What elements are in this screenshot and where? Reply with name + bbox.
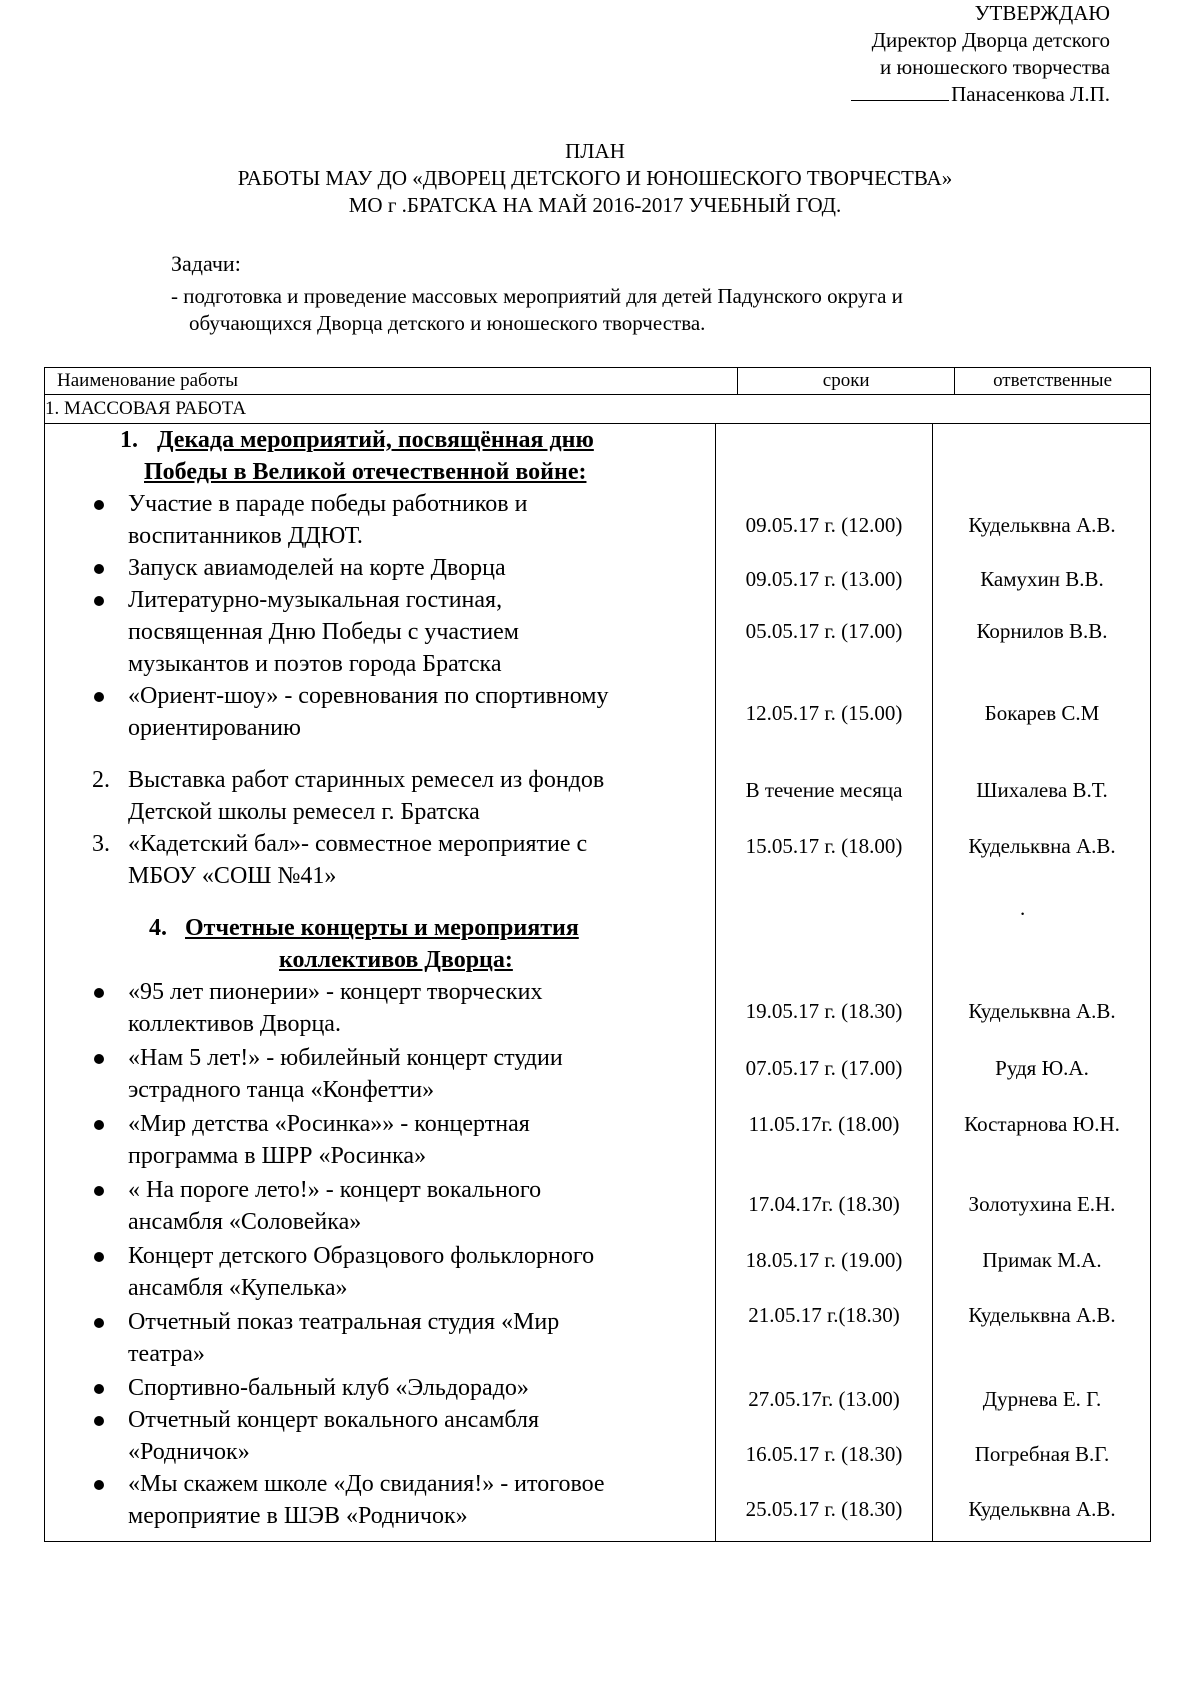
item-responsible: Кудельквна А.В. bbox=[968, 834, 1116, 858]
header-responsible: ответственные bbox=[955, 368, 1151, 395]
item-text-line: Спортивно-бальный клуб «Эльдорадо» bbox=[128, 1375, 529, 1401]
bullet-icon bbox=[94, 564, 104, 574]
task-item-line1: - подготовка и проведение массовых мероприятий для детей Падунского округа и bbox=[171, 284, 903, 308]
item-term: 09.05.17 г. (12.00) bbox=[745, 513, 903, 537]
item-term: 18.05.17 г. (19.00) bbox=[745, 1248, 903, 1272]
section-row bbox=[45, 395, 1151, 424]
item-text-line: программа в ШРР «Росинка» bbox=[128, 1143, 427, 1169]
item-text-line: ориентированию bbox=[128, 715, 301, 741]
item-text-line: Литературно-музыкальная гостиная, bbox=[128, 587, 503, 613]
item-text-line: Отчетный показ театральная студия «Мир bbox=[128, 1309, 560, 1335]
bullet-icon bbox=[94, 1480, 104, 1490]
item-text-line: «Ориент-шоу» - соревнования по спортивному bbox=[128, 683, 609, 709]
item-text-line: театра» bbox=[128, 1341, 205, 1367]
title-line1: ПЛАН bbox=[565, 139, 625, 163]
section-title: 1. МАССОВАЯ РАБОТА bbox=[45, 395, 1151, 424]
item-responsible: Погребная В.Г. bbox=[974, 1442, 1110, 1466]
item-text-line: «Мы скажем школе «До свидания!» - итоговое bbox=[128, 1471, 605, 1497]
bullet-icon bbox=[94, 1054, 104, 1064]
approval-signature bbox=[690, 81, 1110, 108]
item-text-line: Детской школы ремесел г. Братска bbox=[128, 799, 480, 825]
item-text-line: Запуск авиамоделей на корте Дворца bbox=[128, 555, 506, 581]
block4-number: 4. bbox=[149, 915, 167, 941]
item-text-line: мероприятие в ШЭВ «Родничок» bbox=[128, 1503, 468, 1529]
item-term: 25.05.17 г. (18.30) bbox=[745, 1497, 903, 1521]
bullet-icon bbox=[94, 1186, 104, 1196]
item-number: 2. bbox=[92, 767, 110, 793]
item-responsible: Золотухина Е.Н. bbox=[968, 1192, 1116, 1216]
signature-line bbox=[851, 83, 949, 101]
header-term: сроки bbox=[738, 368, 955, 395]
column-divider-1 bbox=[715, 424, 716, 1541]
item-term: 12.05.17 г. (15.00) bbox=[745, 701, 903, 725]
item-text-line: ансамбля «Купелька» bbox=[128, 1275, 348, 1301]
signer-name: Панасенкова Л.П. bbox=[951, 82, 1110, 106]
title-line3: МО г .БРАТСКА НА МАЙ 2016-2017 УЧЕБНЫЙ ГОД. bbox=[348, 193, 842, 217]
task-item-line2: обучающихся Дворца детского и юношеского творчества. bbox=[189, 311, 706, 335]
title-line2: РАБОТЫ МАУ ДО «ДВОРЕЦ ДЕТСКОГО И ЮНОШЕСКОГО ТВОРЧЕСТВА» bbox=[237, 166, 953, 190]
bullet-icon bbox=[94, 988, 104, 998]
block4-heading-line2: коллективов Дворца: bbox=[279, 947, 513, 973]
item-term: 17.04.17г. (18.30) bbox=[748, 1192, 900, 1216]
item-responsible: Шихалева В.Т. bbox=[976, 778, 1108, 802]
approval-heading: УТВЕРЖДАЮ bbox=[974, 1, 1110, 25]
item-responsible: Костарнова Ю.Н. bbox=[964, 1112, 1120, 1136]
item-responsible: Кудельквна А.В. bbox=[968, 513, 1116, 537]
item-text-line: «Кадетский бал»- совместное мероприятие с bbox=[128, 831, 588, 857]
item-text-line: музыкантов и поэтов города Братска bbox=[128, 651, 502, 677]
plan-table bbox=[44, 367, 1151, 1542]
table-header-row bbox=[45, 368, 1151, 395]
bullet-icon bbox=[94, 500, 104, 510]
bullet-icon bbox=[94, 1318, 104, 1328]
item-responsible: Рудя Ю.А. bbox=[995, 1056, 1089, 1080]
bullet-icon bbox=[94, 1120, 104, 1130]
item-text-line: воспитанников ДДЮТ. bbox=[128, 523, 363, 549]
item-responsible: Камухин В.В. bbox=[980, 567, 1104, 591]
header-name: Наименование работы bbox=[45, 368, 738, 395]
item-term: 09.05.17 г. (13.00) bbox=[745, 567, 903, 591]
item-term: 07.05.17 г. (17.00) bbox=[745, 1056, 903, 1080]
item-text-line: «Родничок» bbox=[128, 1439, 250, 1465]
item-term: 05.05.17 г. (17.00) bbox=[745, 619, 903, 643]
item-responsible: Дурнева Е. Г. bbox=[982, 1387, 1102, 1411]
item-text-line: эстрадного танца «Конфетти» bbox=[128, 1077, 435, 1103]
item-text-line: Отчетный концерт вокального ансамбля bbox=[128, 1407, 540, 1433]
table-body-row bbox=[45, 424, 1151, 1542]
item-number: 3. bbox=[92, 831, 110, 857]
item-responsible: Примак М.А. bbox=[982, 1248, 1102, 1272]
item-text-line: «Мир детства «Росинка»» - концертная bbox=[128, 1111, 530, 1137]
item-text-line: коллективов Дворца. bbox=[128, 1011, 341, 1037]
document-title bbox=[0, 138, 1190, 219]
item-term: 11.05.17г. (18.00) bbox=[748, 1112, 900, 1136]
item-text-line: Участие в параде победы работников и bbox=[128, 491, 528, 517]
item-term: 15.05.17 г. (18.00) bbox=[745, 834, 903, 858]
column-divider-2 bbox=[932, 424, 933, 1541]
task-item bbox=[171, 283, 1071, 337]
block1-number: 1. bbox=[120, 427, 138, 453]
item-text-line: «Нам 5 лет!» - юбилейный концерт студии bbox=[128, 1045, 563, 1071]
table-body bbox=[45, 424, 1151, 1542]
item-term: 21.05.17 г.(18.30) bbox=[748, 1303, 900, 1327]
block4-heading-line1: Отчетные концерты и мероприятия bbox=[185, 915, 579, 941]
item-text-line: ансамбля «Соловейка» bbox=[128, 1209, 362, 1235]
item-text-line: «95 лет пионерии» - концерт творческих bbox=[128, 979, 543, 1005]
block1-heading-line1: Декада мероприятий, посвящённая дню bbox=[157, 427, 594, 453]
stray-mark: . bbox=[1020, 896, 1026, 920]
item-text-line: посвященная Дню Победы с участием bbox=[128, 619, 519, 645]
item-text-line: Концерт детского Образцового фольклорного bbox=[128, 1243, 595, 1269]
item-responsible: Кудельквна А.В. bbox=[968, 999, 1116, 1023]
approval-block bbox=[690, 0, 1110, 108]
bullet-icon bbox=[94, 1252, 104, 1262]
item-term: 19.05.17 г. (18.30) bbox=[745, 999, 903, 1023]
tasks-label: Задачи: bbox=[171, 251, 241, 276]
item-term: 27.05.17г. (13.00) bbox=[748, 1387, 900, 1411]
item-text-line: « На пороге лето!» - концерт вокального bbox=[128, 1177, 542, 1203]
bullet-icon bbox=[94, 1416, 104, 1426]
approval-position-line2: и юношеского творчества bbox=[879, 55, 1110, 79]
item-responsible: Кудельквна А.В. bbox=[968, 1497, 1116, 1521]
item-term: В течение месяца bbox=[745, 778, 903, 802]
item-responsible: Бокарев С.М bbox=[984, 701, 1100, 725]
bullet-icon bbox=[94, 692, 104, 702]
item-text-line: МБОУ «СОШ №41» bbox=[128, 863, 337, 889]
approval-position-line1: Директор Дворца детского bbox=[871, 28, 1110, 52]
item-responsible: Кудельквна А.В. bbox=[968, 1303, 1116, 1327]
bullet-icon bbox=[94, 596, 104, 606]
item-responsible: Корнилов В.В. bbox=[976, 619, 1108, 643]
item-term: 16.05.17 г. (18.30) bbox=[745, 1442, 903, 1466]
block1-heading-line2: Победы в Великой отечественной войне: bbox=[144, 459, 587, 485]
item-text-line: Выставка работ старинных ремесел из фондов bbox=[128, 767, 605, 793]
bullet-icon bbox=[94, 1384, 104, 1394]
